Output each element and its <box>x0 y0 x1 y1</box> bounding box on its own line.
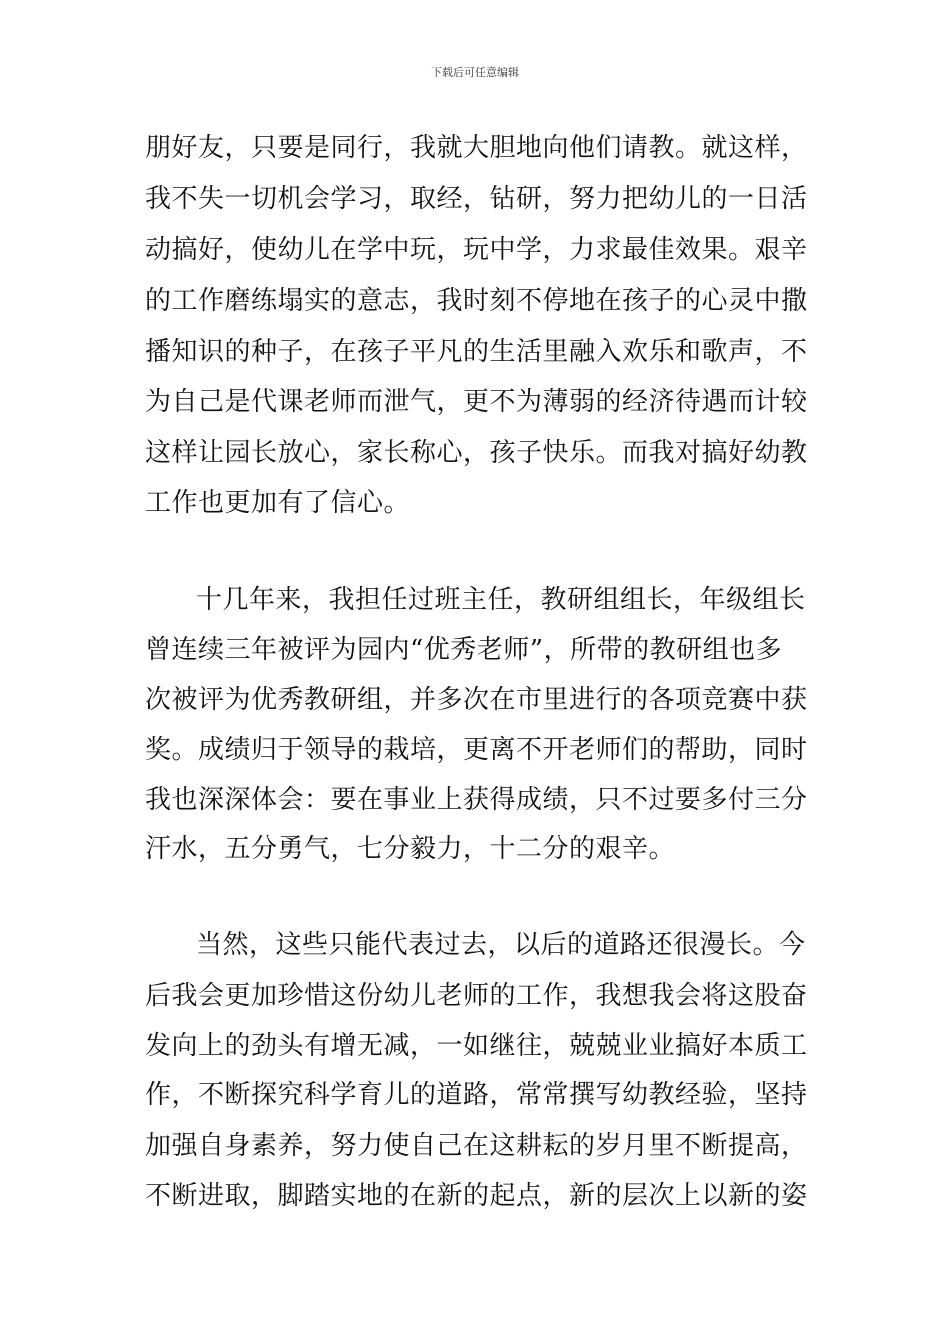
text-line: 动搞好，使幼儿在学中玩，玩中学，力求最佳效果。艰辛 <box>145 235 808 265</box>
text-line: 不断进取，脚踏实地的在新的起点，新的层次上以新的姿 <box>145 1181 808 1211</box>
text-line: 当然，这些只能代表过去，以后的道路还很漫长。今 <box>196 930 806 960</box>
text-line: 朋好友，只要是同行，我就大胆地向他们请教。就这样， <box>145 133 808 163</box>
text-line: 次被评为优秀教研组，并多次在市里进行的各项竞赛中获 <box>145 685 808 715</box>
text-line: 后我会更加珍惜这份幼儿老师的工作，我想我会将这股奋 <box>145 981 808 1011</box>
text-line: 为自己是代课老师而泄气，更不为薄弱的经济待遇而计较 <box>145 387 808 417</box>
text-line: 我不失一切机会学习，取经，钻研，努力把幼儿的一日活 <box>145 184 808 214</box>
text-line: 十几年来，我担任过班主任，教研组组长，年级组长 <box>196 585 806 615</box>
text-line: 加强自身素养，努力使自己在这耕耘的岁月里不断提高， <box>145 1131 808 1161</box>
text-line: 我也深深体会：要在事业上获得成绩，只不过要多付三分 <box>145 785 808 815</box>
text-line: 的工作磨练塌实的意志，我时刻不停地在孩子的心灵中撒 <box>145 286 808 316</box>
text-line: 汗水，五分勇气，七分毅力，十二分的艰辛。 <box>145 834 676 864</box>
page-header: 下载后可任意编辑 <box>431 66 519 79</box>
text-line: 工作也更加有了信心。 <box>145 488 411 518</box>
text-line: 作，不断探究科学育儿的道路，常常撰写幼教经验，坚持 <box>145 1080 808 1110</box>
text-line: 曾连续三年被评为园内“优秀老师”，所带的教研组也多 <box>145 635 783 665</box>
text-line: 这样让园长放心，家长称心，孩子快乐。而我对搞好幼教 <box>145 438 808 468</box>
text-line: 奖。成绩归于领导的栽培，更离不开老师们的帮助，同时 <box>145 735 808 765</box>
text-line: 发向上的劲头有增无减，一如继往，兢兢业业搞好本质工 <box>145 1031 808 1061</box>
text-line: 播知识的种子，在孩子平凡的生活里融入欢乐和歌声，不 <box>145 337 808 367</box>
